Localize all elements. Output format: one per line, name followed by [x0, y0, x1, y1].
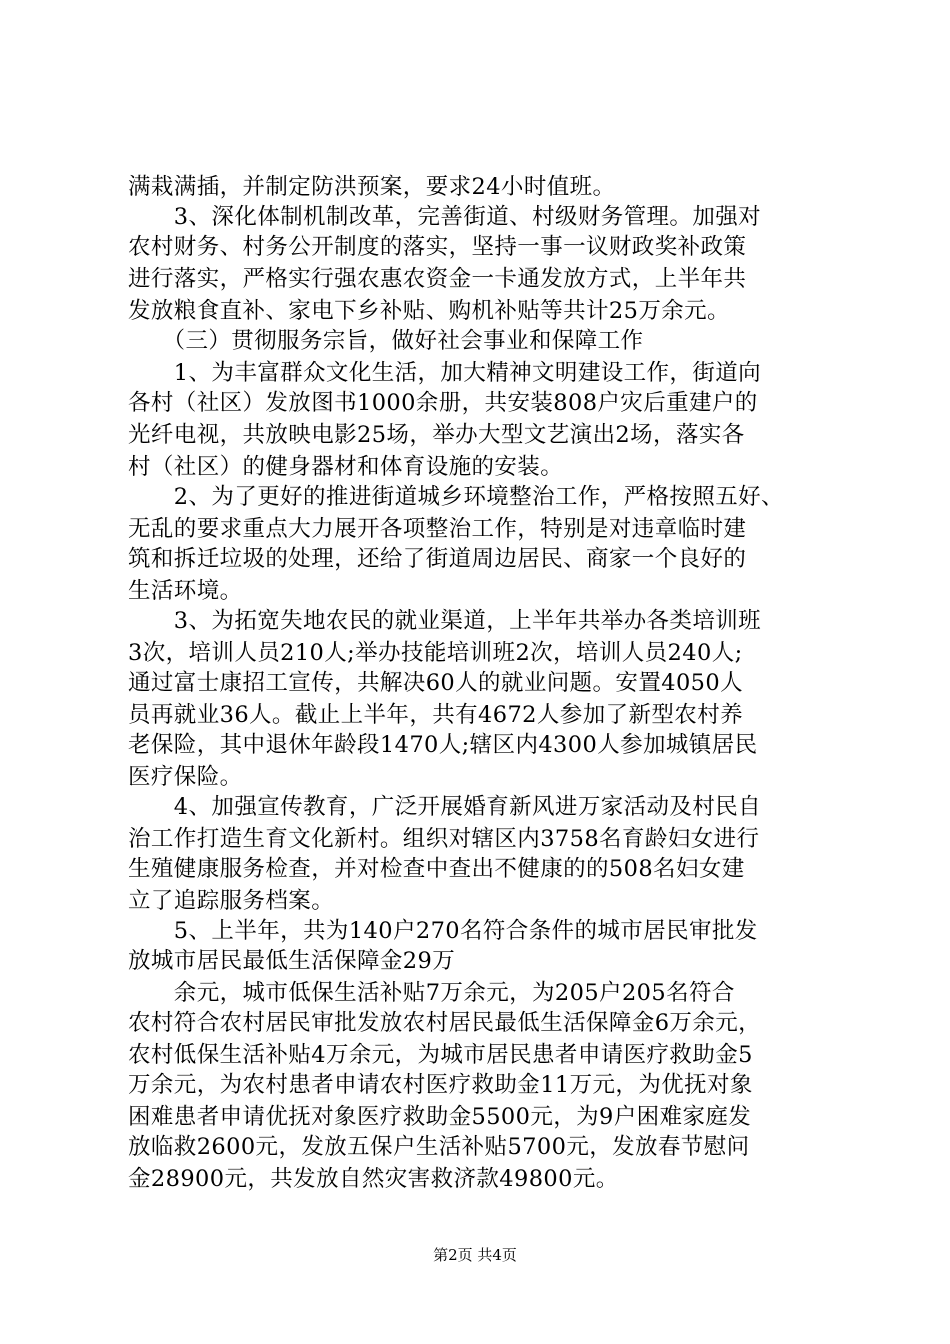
text-line: 3、深化体制机制改革，完善街道、村级财务管理。加强对	[128, 204, 762, 230]
text-line: 进行落实，严格实行强农惠农资金一卡通发放方式，上半年共	[128, 266, 747, 292]
text-line: 各村（社区）发放图书1000余册，共安装808户灾后重建户的	[128, 390, 758, 416]
text-line: 放城市居民最低生活保障金29万	[128, 948, 456, 974]
text-line: 村（社区）的健身器材和体育设施的安装。	[128, 454, 564, 480]
text-line: 农村财务、村务公开制度的落实，坚持一事一议财政奖补政策	[128, 234, 747, 260]
text-line: 万余元，为农村患者申请农村医疗救助金11万元，为优抚对象	[128, 1072, 753, 1098]
text-line: 余元，城市低保生活补贴7万余元，为205户205名符合	[128, 980, 735, 1006]
text-line: 立了追踪服务档案。	[128, 888, 335, 914]
text-line: 农村低保生活补贴4万余元，为城市居民患者申请医疗救助金5	[128, 1042, 753, 1068]
text-line: 4、加强宣传教育，广泛开展婚育新风进万家活动及村民自	[128, 794, 762, 820]
text-line: 3次，培训人员210人;举办技能培训班2次，培训人员240人;	[128, 640, 743, 666]
text-line: 困难患者申请优抚对象医疗救助金5500元，为9户困难家庭发	[128, 1104, 752, 1130]
text-line: 2、为了更好的推进街道城乡环境整治工作，严格按照五好、	[128, 484, 784, 510]
text-line: 农村符合农村居民审批发放农村居民最低生活保障金6万余元，	[128, 1010, 762, 1036]
text-line: 5、上半年，共为140户270名符合条件的城市居民审批发	[128, 918, 758, 944]
text-line: 光纤电视，共放映电影25场，举办大型文艺演出2场，落实各	[128, 422, 745, 448]
page-number-footer: 第2页 共4页	[433, 1246, 517, 1264]
text-line: 员再就业36人。截止上半年，共有4672人参加了新型农村养	[128, 702, 743, 728]
text-line: 生殖健康服务检查，并对检查中查出不健康的的508名妇女建	[128, 856, 745, 882]
text-line: 治工作打造生育文化新村。组织对辖区内3758名育龄妇女进行	[128, 826, 760, 852]
text-line: 通过富士康招工宣传，共解决60人的就业问题。安置4050人	[128, 670, 743, 696]
text-line: 金28900元，共发放自然灾害救济款49800元。	[128, 1166, 619, 1192]
text-line: 生活环境。	[128, 578, 243, 604]
text-line: 发放粮食直补、家电下乡补贴、购机补贴等共计25万余元。	[128, 298, 730, 324]
text-line: 筑和拆迁垃圾的处理，还给了街道周边居民、商家一个良好的	[128, 546, 747, 572]
text-line: 医疗保险。	[128, 764, 243, 790]
text-line: 老保险，其中退休年龄段1470人;辖区内4300人参加城镇居民	[128, 732, 758, 758]
text-line: 无乱的要求重点大力展开各项整治工作，特别是对违章临时建	[128, 516, 747, 542]
text-line: 放临救2600元，发放五保户生活补贴5700元，发放春节慰问	[128, 1134, 750, 1160]
text-line: 满栽满插，并制定防洪预案，要求24小时值班。	[128, 174, 616, 200]
text-line: 3、为拓宽失地农民的就业渠道，上半年共举办各类培训班	[128, 608, 762, 634]
section-heading: （三）贯彻服务宗旨，做好社会事业和保障工作	[128, 328, 644, 354]
text-line: 1、为丰富群众文化生活，加大精神文明建设工作，街道向	[128, 360, 762, 386]
